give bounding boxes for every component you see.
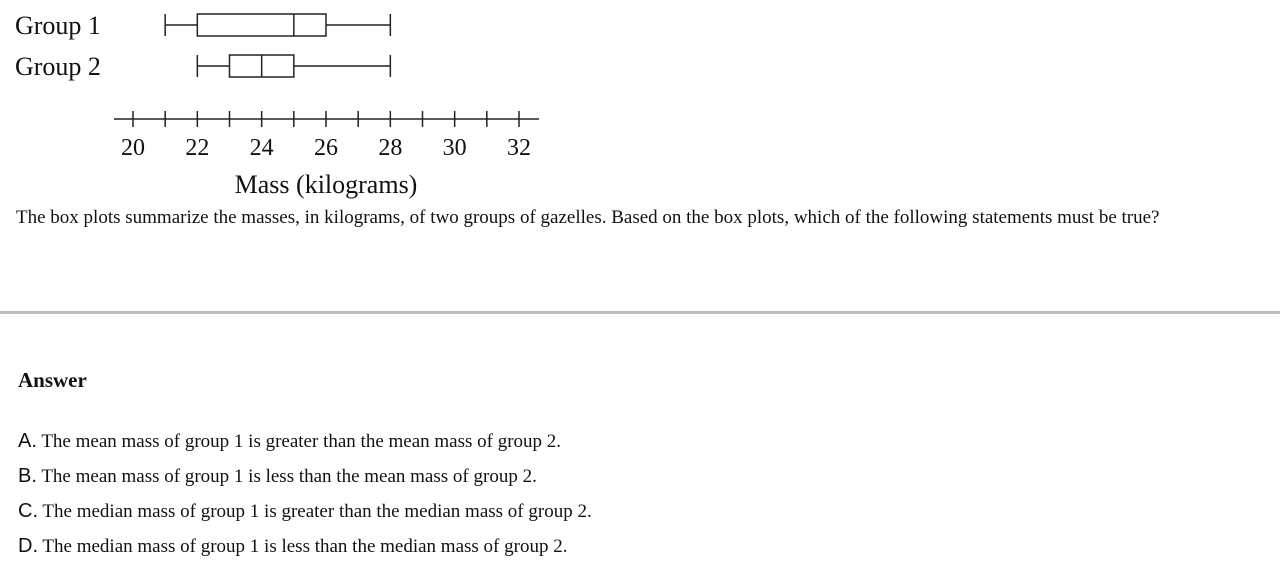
series-label: Group 2 (15, 52, 101, 81)
divider (0, 311, 1280, 314)
x-tick-label: 24 (249, 135, 274, 161)
option-letter: C. (18, 500, 38, 522)
option-a[interactable] (18, 430, 561, 453)
x-tick-label: 26 (314, 135, 338, 161)
option-b[interactable] (18, 465, 537, 488)
option-text: The mean mass of group 1 is less than the mean mass of group 2. (41, 466, 537, 487)
question-text: The box plots summarize the masses, in kilograms, of two groups of gazelles. Based on the box plots, which of the following statements must be true? (16, 207, 1160, 228)
box (197, 14, 326, 36)
option-d[interactable] (18, 535, 567, 558)
series-label: Group 1 (15, 11, 101, 40)
option-letter: B. (18, 465, 37, 487)
option-text: The median mass of group 1 is greater than the median mass of group 2. (42, 501, 592, 522)
box-plot-chart (0, 0, 600, 200)
option-letter: D. (18, 535, 38, 557)
x-tick-label: 28 (378, 135, 403, 161)
option-text: The median mass of group 1 is less than the median mass of group 2. (42, 536, 568, 557)
x-tick-label: 30 (442, 135, 467, 161)
answer-heading: Answer (18, 368, 87, 392)
x-tick-label: 20 (121, 135, 145, 161)
option-text: The mean mass of group 1 is greater than the mean mass of group 2. (41, 431, 562, 452)
x-axis-title: Mass (kilograms) (234, 170, 418, 199)
x-tick-label: 22 (185, 135, 210, 161)
option-letter: A. (18, 430, 37, 452)
option-c[interactable] (18, 500, 592, 523)
x-tick-label: 32 (507, 135, 531, 161)
